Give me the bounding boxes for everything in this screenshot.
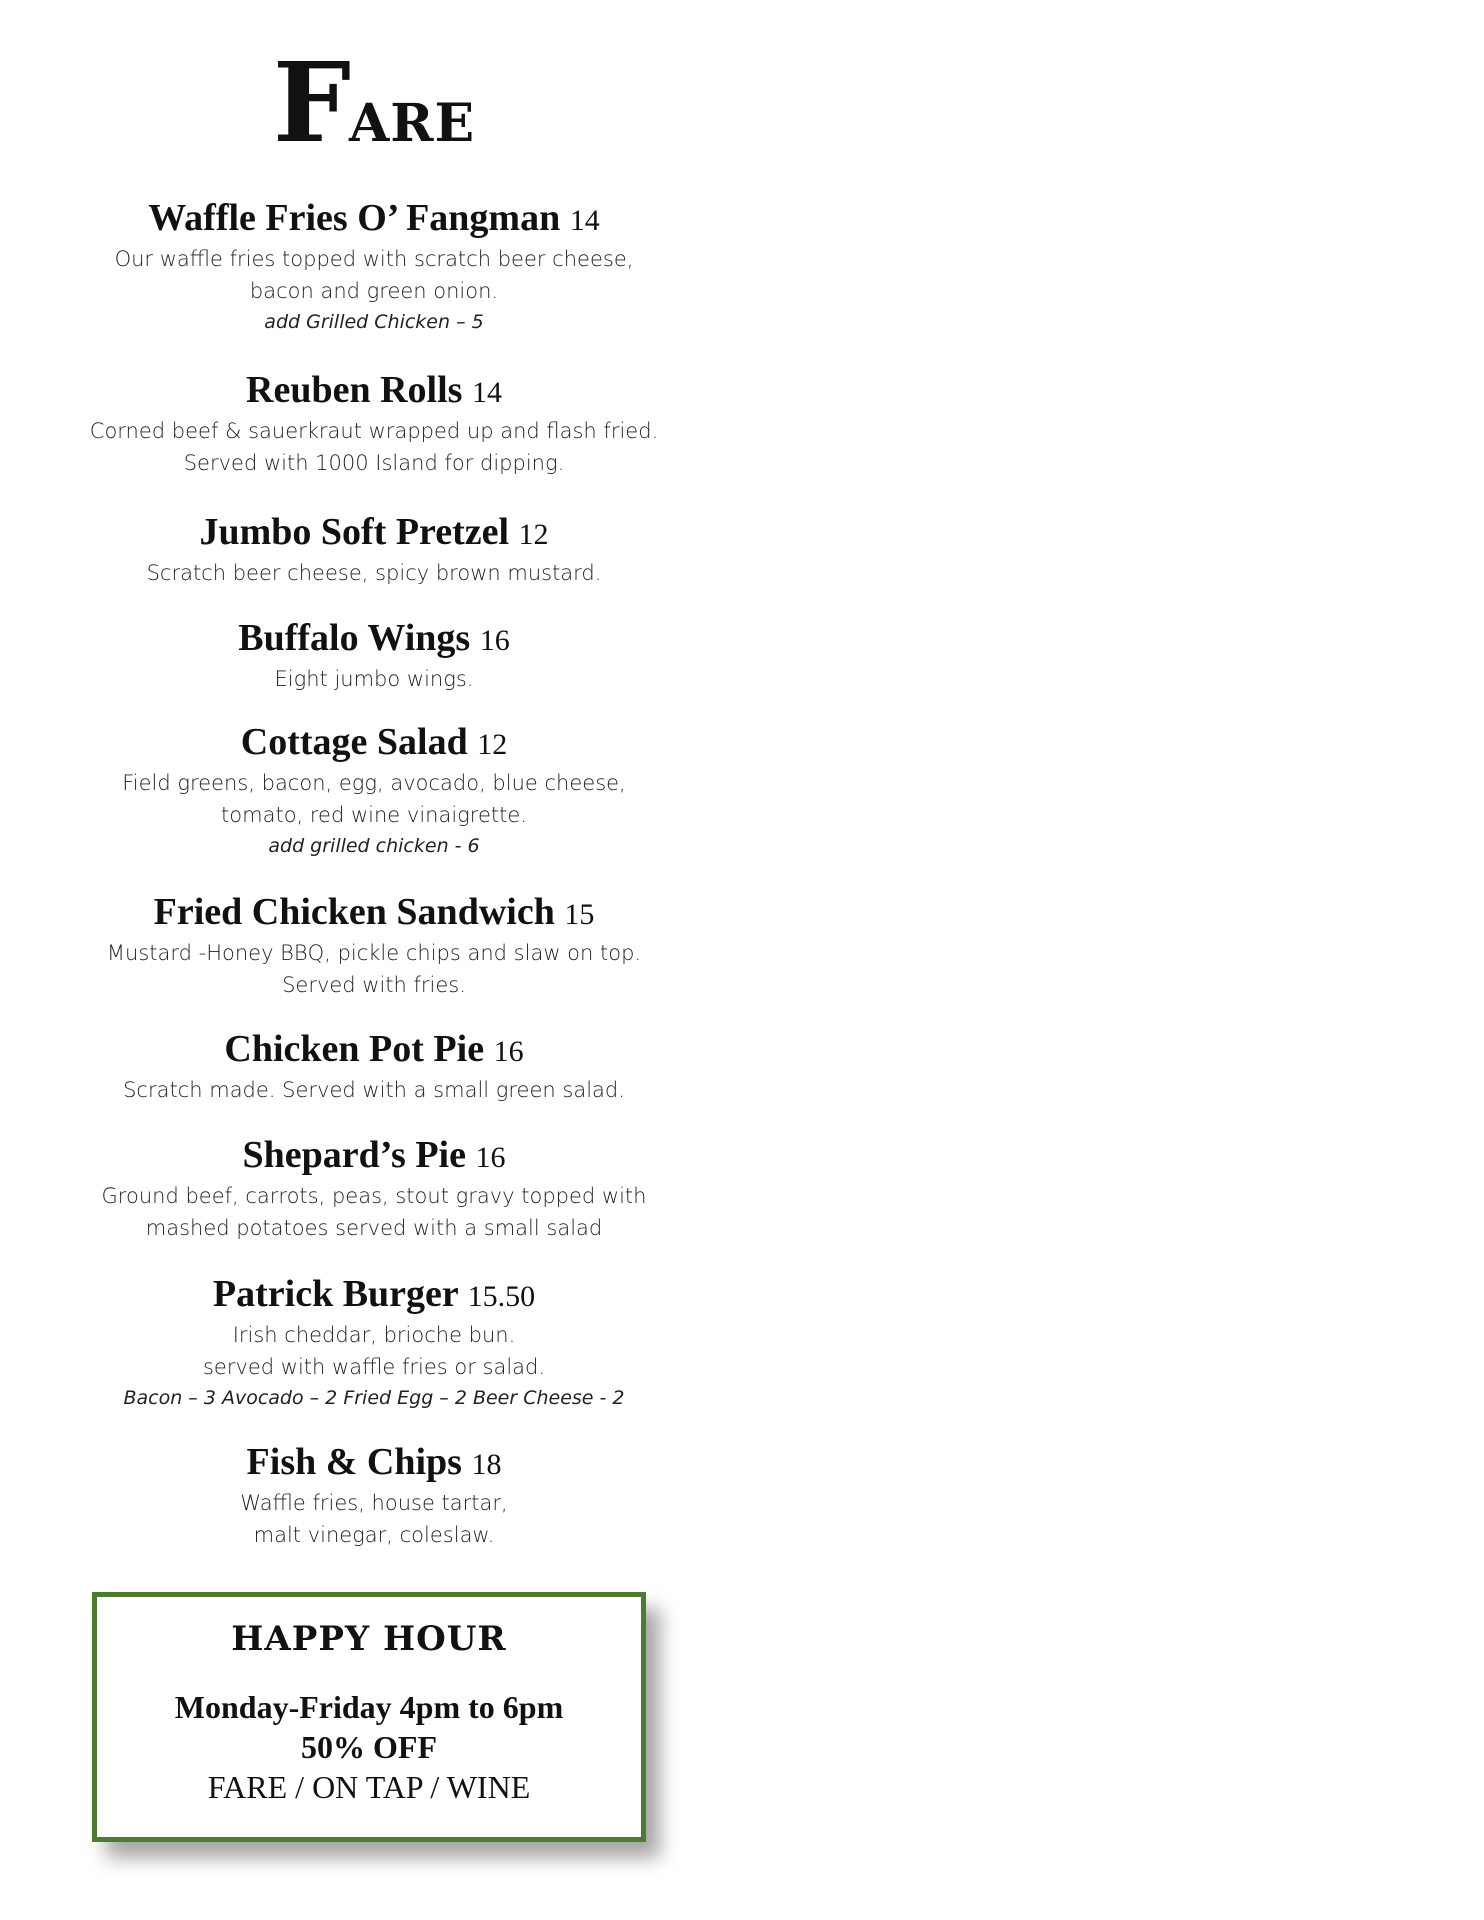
item-name: Fried Chicken Sandwich <box>153 891 555 933</box>
item-description: Waffle fries, house tartar, <box>240 1491 508 1515</box>
item-price: 18 <box>471 1448 502 1481</box>
menu-item-buffalo-wings <box>64 616 684 695</box>
menu-item-chicken-pot-pie <box>64 1027 684 1106</box>
item-description: Scratch made. Served with a small green salad. <box>123 1078 625 1102</box>
item-price: 16 <box>475 1141 506 1174</box>
item-description: Eight jumbo wings. <box>274 667 474 691</box>
item-add-on-note: add grilled chicken - 6 <box>268 835 480 857</box>
happy-hour-box <box>92 1592 646 1842</box>
happy-hour-title: HAPPY HOUR <box>231 1619 507 1659</box>
menu-item-shepards-pie <box>64 1133 684 1244</box>
item-price: 12 <box>518 518 549 551</box>
item-price: 15.50 <box>467 1280 536 1313</box>
item-description: Corned beef & sauerkraut wrapped up and flash fried. <box>89 419 659 443</box>
menu-item-patrick-burger <box>64 1272 684 1413</box>
item-name: Cottage Salad <box>240 721 468 763</box>
item-price: 14 <box>569 204 600 237</box>
item-description: bacon and green onion. <box>249 279 499 303</box>
title-rest: ARE <box>348 93 476 154</box>
page-title <box>64 38 684 167</box>
item-add-on-note: Bacon – 3 Avocado – 2 Fried Egg – 2 Beer Cheese - 2 <box>123 1387 625 1409</box>
item-description: malt vinegar, coleslaw. <box>253 1523 495 1547</box>
item-description: Ground beef, carrots, peas, stout gravy topped with <box>101 1184 647 1208</box>
item-price: 15 <box>564 898 595 931</box>
item-name: Shepard’s Pie <box>242 1134 466 1176</box>
menu-item-cottage-salad <box>64 720 684 861</box>
item-name: Waffle Fries O’ Fangman <box>148 197 561 239</box>
item-description: Irish cheddar, brioche bun. <box>232 1323 516 1347</box>
item-name: Reuben Rolls <box>246 369 463 411</box>
item-name: Buffalo Wings <box>238 617 471 659</box>
item-price: 14 <box>471 376 502 409</box>
item-description: Scratch beer cheese, spicy brown mustard. <box>146 561 602 585</box>
menu-item-fried-chicken-sandwich <box>64 890 684 1001</box>
item-description: Mustard -Honey BBQ, pickle chips and slaw on top. <box>106 941 642 965</box>
item-description: Served with 1000 Island for dipping. <box>183 451 565 475</box>
item-name: Chicken Pot Pie <box>224 1028 485 1070</box>
item-description: served with waffle fries or salad. <box>202 1355 546 1379</box>
menu-item-fish-and-chips <box>64 1440 684 1551</box>
item-description: Our waffle fries topped with scratch beer cheese, <box>114 247 634 271</box>
item-add-on-note: add Grilled Chicken – 5 <box>264 311 484 333</box>
item-description: mashed potatoes served with a small salad <box>145 1216 603 1240</box>
happy-hour-days: Monday-Friday 4pm to 6pm <box>174 1689 564 1725</box>
item-description: Field greens, bacon, egg, avocado, blue cheese, <box>122 771 626 795</box>
happy-hour-discount: 50% OFF <box>301 1729 437 1765</box>
item-price: 16 <box>479 624 510 657</box>
item-name: Jumbo Soft Pretzel <box>199 511 510 553</box>
happy-hour-applies: FARE / ON TAP / WINE <box>207 1769 531 1805</box>
menu-item-waffle-fries <box>64 196 684 337</box>
menu-item-reuben-rolls <box>64 368 684 479</box>
item-description: tomato, red wine vinaigrette. <box>221 803 527 827</box>
item-name: Fish & Chips <box>246 1441 462 1483</box>
item-name: Patrick Burger <box>212 1273 459 1315</box>
item-price: 16 <box>493 1035 524 1068</box>
item-description: Served with fries. <box>282 973 466 997</box>
title-first-letter: F <box>272 38 349 167</box>
item-price: 12 <box>477 728 508 761</box>
menu-item-jumbo-soft-pretzel <box>64 510 684 589</box>
